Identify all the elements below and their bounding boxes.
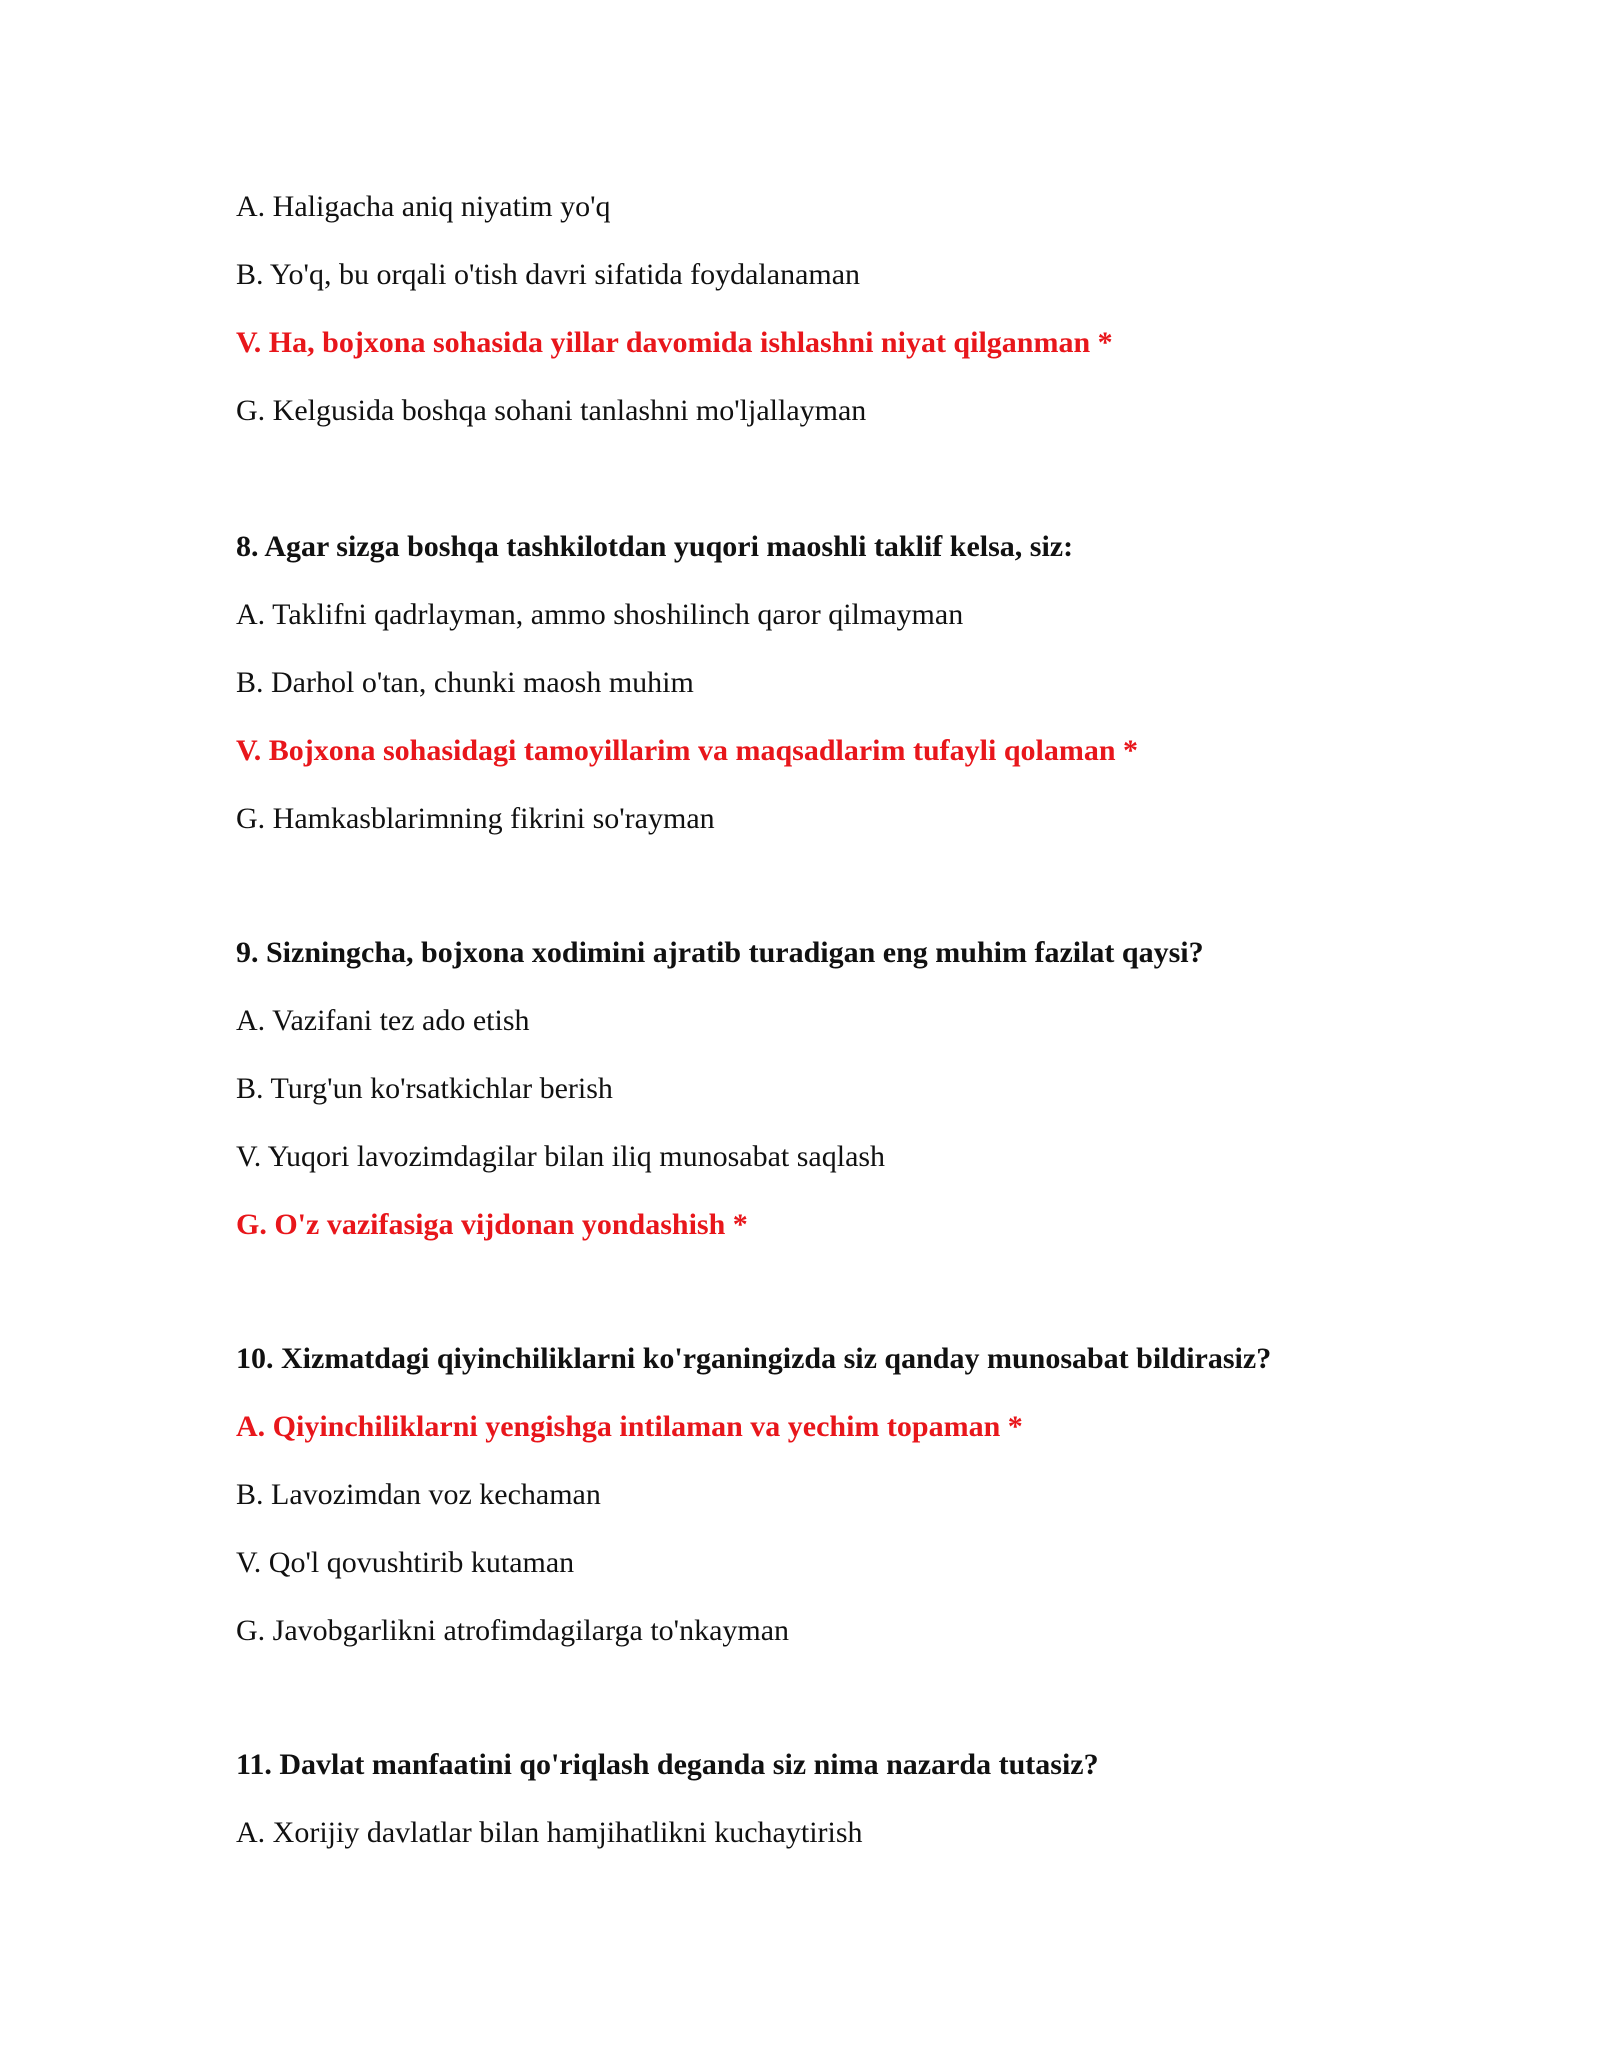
correct-option-g: G. O'z vazifasiga vijdonan yondashish * [236, 1208, 748, 1241]
question-block-9 [236, 935, 1486, 1275]
option-b: B. Turg'un ko'rsatkichlar berish [236, 1072, 613, 1105]
option-b: B. Yo'q, bu orqali o'tish davri sifatida foydalanaman [236, 258, 861, 291]
option-v: V. Yuqori lavozimdagilar bilan iliq munosabat saqlash [236, 1140, 886, 1173]
question-block-7-continued [236, 189, 1486, 461]
question-11-title: 11. Davlat manfaatini qo'riqlash deganda siz nima nazarda tutasiz? [236, 1748, 1099, 1781]
correct-option-a: A. Qiyinchiliklarni yengishga intilaman va yechim topaman * [236, 1410, 1023, 1443]
question-8-title: 8. Agar sizga boshqa tashkilotdan yuqori maoshli taklif kelsa, siz: [236, 530, 1074, 563]
option-v: V. Qo'l qovushtirib kutaman [236, 1546, 575, 1579]
question-block-8 [236, 529, 1486, 869]
option-b: B. Lavozimdan voz kechaman [236, 1478, 601, 1511]
option-a: A. Xorijiy davlatlar bilan hamjihatlikni kuchaytirish [236, 1816, 863, 1849]
question-block-11 [236, 1747, 1486, 1883]
option-g: G. Javobgarlikni atrofimdagilarga to'nkayman [236, 1614, 790, 1647]
option-b: B. Darhol o'tan, chunki maosh muhim [236, 666, 694, 699]
question-10-title: 10. Xizmatdagi qiyinchiliklarni ko'rganingizda siz qanday munosabat bildirasiz? [236, 1342, 1272, 1375]
option-g: G. Kelgusida boshqa sohani tanlashni mo'ljallayman [236, 394, 867, 427]
option-a: A. Vazifani tez ado etish [236, 1004, 530, 1037]
question-block-10 [236, 1341, 1486, 1681]
option-g: G. Hamkasblarimning fikrini so'rayman [236, 802, 715, 835]
question-9-title: 9. Sizningcha, bojxona xodimini ajratib turadigan eng muhim fazilat qaysi? [236, 936, 1204, 969]
option-a: A. Haligacha aniq niyatim yo'q [236, 190, 611, 223]
correct-option-v: V. Bojxona sohasidagi tamoyillarim va maqsadlarim tufayli qolaman * [236, 734, 1139, 767]
correct-option-v: V. Ha, bojxona sohasida yillar davomida ishlashni niyat qilganman * [236, 326, 1113, 359]
option-a: A. Taklifni qadrlayman, ammo shoshilinch qaror qilmayman [236, 598, 964, 631]
